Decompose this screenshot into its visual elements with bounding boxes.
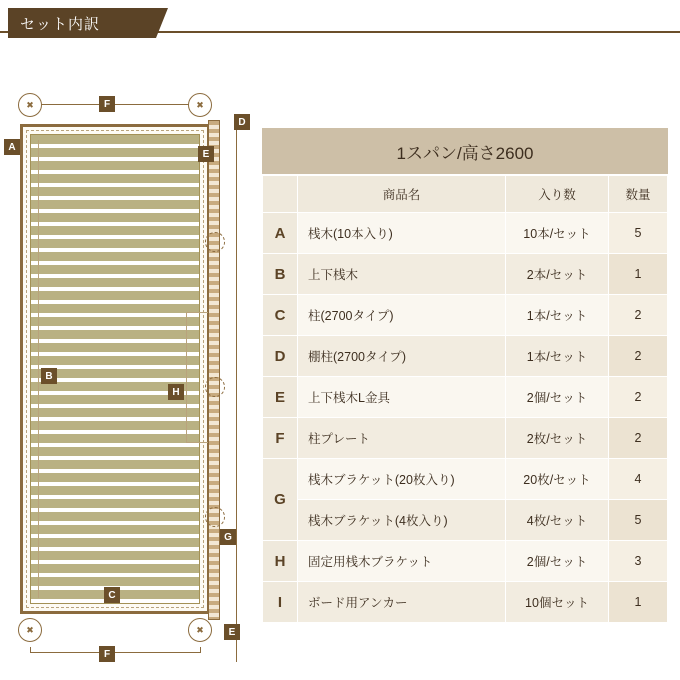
row-per: 20枚/セット [506,459,609,500]
dimension-tick [200,647,201,653]
row-letter: C [263,295,298,336]
row-name: 桟木ブラケット(20枚入り) [298,459,506,500]
column-header-per: 入り数 [506,176,609,213]
table-row [263,582,668,623]
bolt-icon [188,618,212,642]
diagram-label-e-bottom: E [224,624,240,640]
guide-line-right [186,312,187,442]
row-qty: 2 [609,418,668,459]
diagram-label-b: B [41,368,57,384]
row-name: 上下桟木L金具 [298,377,506,418]
row-letter: E [263,377,298,418]
row-letter: H [263,541,298,582]
row-per: 1本/セット [506,336,609,377]
row-per: 10本/セット [506,213,609,254]
diagram-label-a: A [4,139,20,155]
wall-post [208,120,220,620]
diagram-label-e-top: E [198,146,214,162]
row-letter: G [263,459,298,541]
row-name: 桟木(10本入り) [298,213,506,254]
column-header-qty: 数量 [609,176,668,213]
table-row [263,500,668,541]
row-letter: B [263,254,298,295]
detail-circle [205,507,225,527]
row-qty: 1 [609,254,668,295]
diagram-label-c: C [104,587,120,603]
row-letter: I [263,582,298,623]
table-row [263,254,668,295]
table-row [263,541,668,582]
row-qty: 2 [609,336,668,377]
assembly-diagram [0,52,258,672]
page-header [0,0,680,46]
row-per: 2個/セット [506,377,609,418]
guide-line-h2 [186,442,208,443]
row-per: 1本/セット [506,295,609,336]
table-row [263,459,668,500]
dimension-line-bottom [30,652,200,653]
diagram-label-d: D [234,114,250,130]
detail-circle [205,232,225,252]
row-name: ボード用アンカー [298,582,506,623]
table-header-row [263,176,668,213]
diagram-label-f-bottom: F [99,646,115,662]
row-qty: 2 [609,295,668,336]
dimension-line-top [30,104,200,105]
row-name: 柱プレート [298,418,506,459]
row-qty: 5 [609,500,668,541]
row-per: 4枚/セット [506,500,609,541]
row-per: 10個セット [506,582,609,623]
row-name: 棚柱(2700タイプ) [298,336,506,377]
diagram-label-g: G [220,529,236,545]
parts-table-container [262,128,668,623]
row-name: 上下桟木 [298,254,506,295]
row-qty: 5 [609,213,668,254]
dimension-line-right [236,122,237,662]
row-per: 2枚/セット [506,418,609,459]
table-row [263,336,668,377]
detail-circle [205,377,225,397]
row-letter: D [263,336,298,377]
parts-table [262,175,668,623]
table-row [263,418,668,459]
bolt-icon [188,93,212,117]
row-per: 2個/セット [506,541,609,582]
row-qty: 4 [609,459,668,500]
bolt-icon [18,93,42,117]
table-row [263,295,668,336]
page-title: セット内訳 [8,8,156,38]
row-qty: 2 [609,377,668,418]
column-header-name: 商品名 [298,176,506,213]
guide-line-h1 [186,312,208,313]
bolt-icon [18,618,42,642]
row-per: 2本/セット [506,254,609,295]
row-letter: F [263,418,298,459]
parts-table-title: 1スパン/高さ2600 [262,128,668,175]
diagram-label-h: H [168,384,184,400]
row-name: 桟木ブラケット(4枚入り) [298,500,506,541]
row-qty: 1 [609,582,668,623]
dimension-tick [30,647,31,653]
row-letter: A [263,213,298,254]
row-qty: 3 [609,541,668,582]
diagram-label-f-top: F [99,96,115,112]
column-header-letter [263,176,298,213]
table-row [263,213,668,254]
table-row [263,377,668,418]
row-name: 柱(2700タイプ) [298,295,506,336]
row-name: 固定用桟木ブラケット [298,541,506,582]
guide-line-left [38,140,39,598]
